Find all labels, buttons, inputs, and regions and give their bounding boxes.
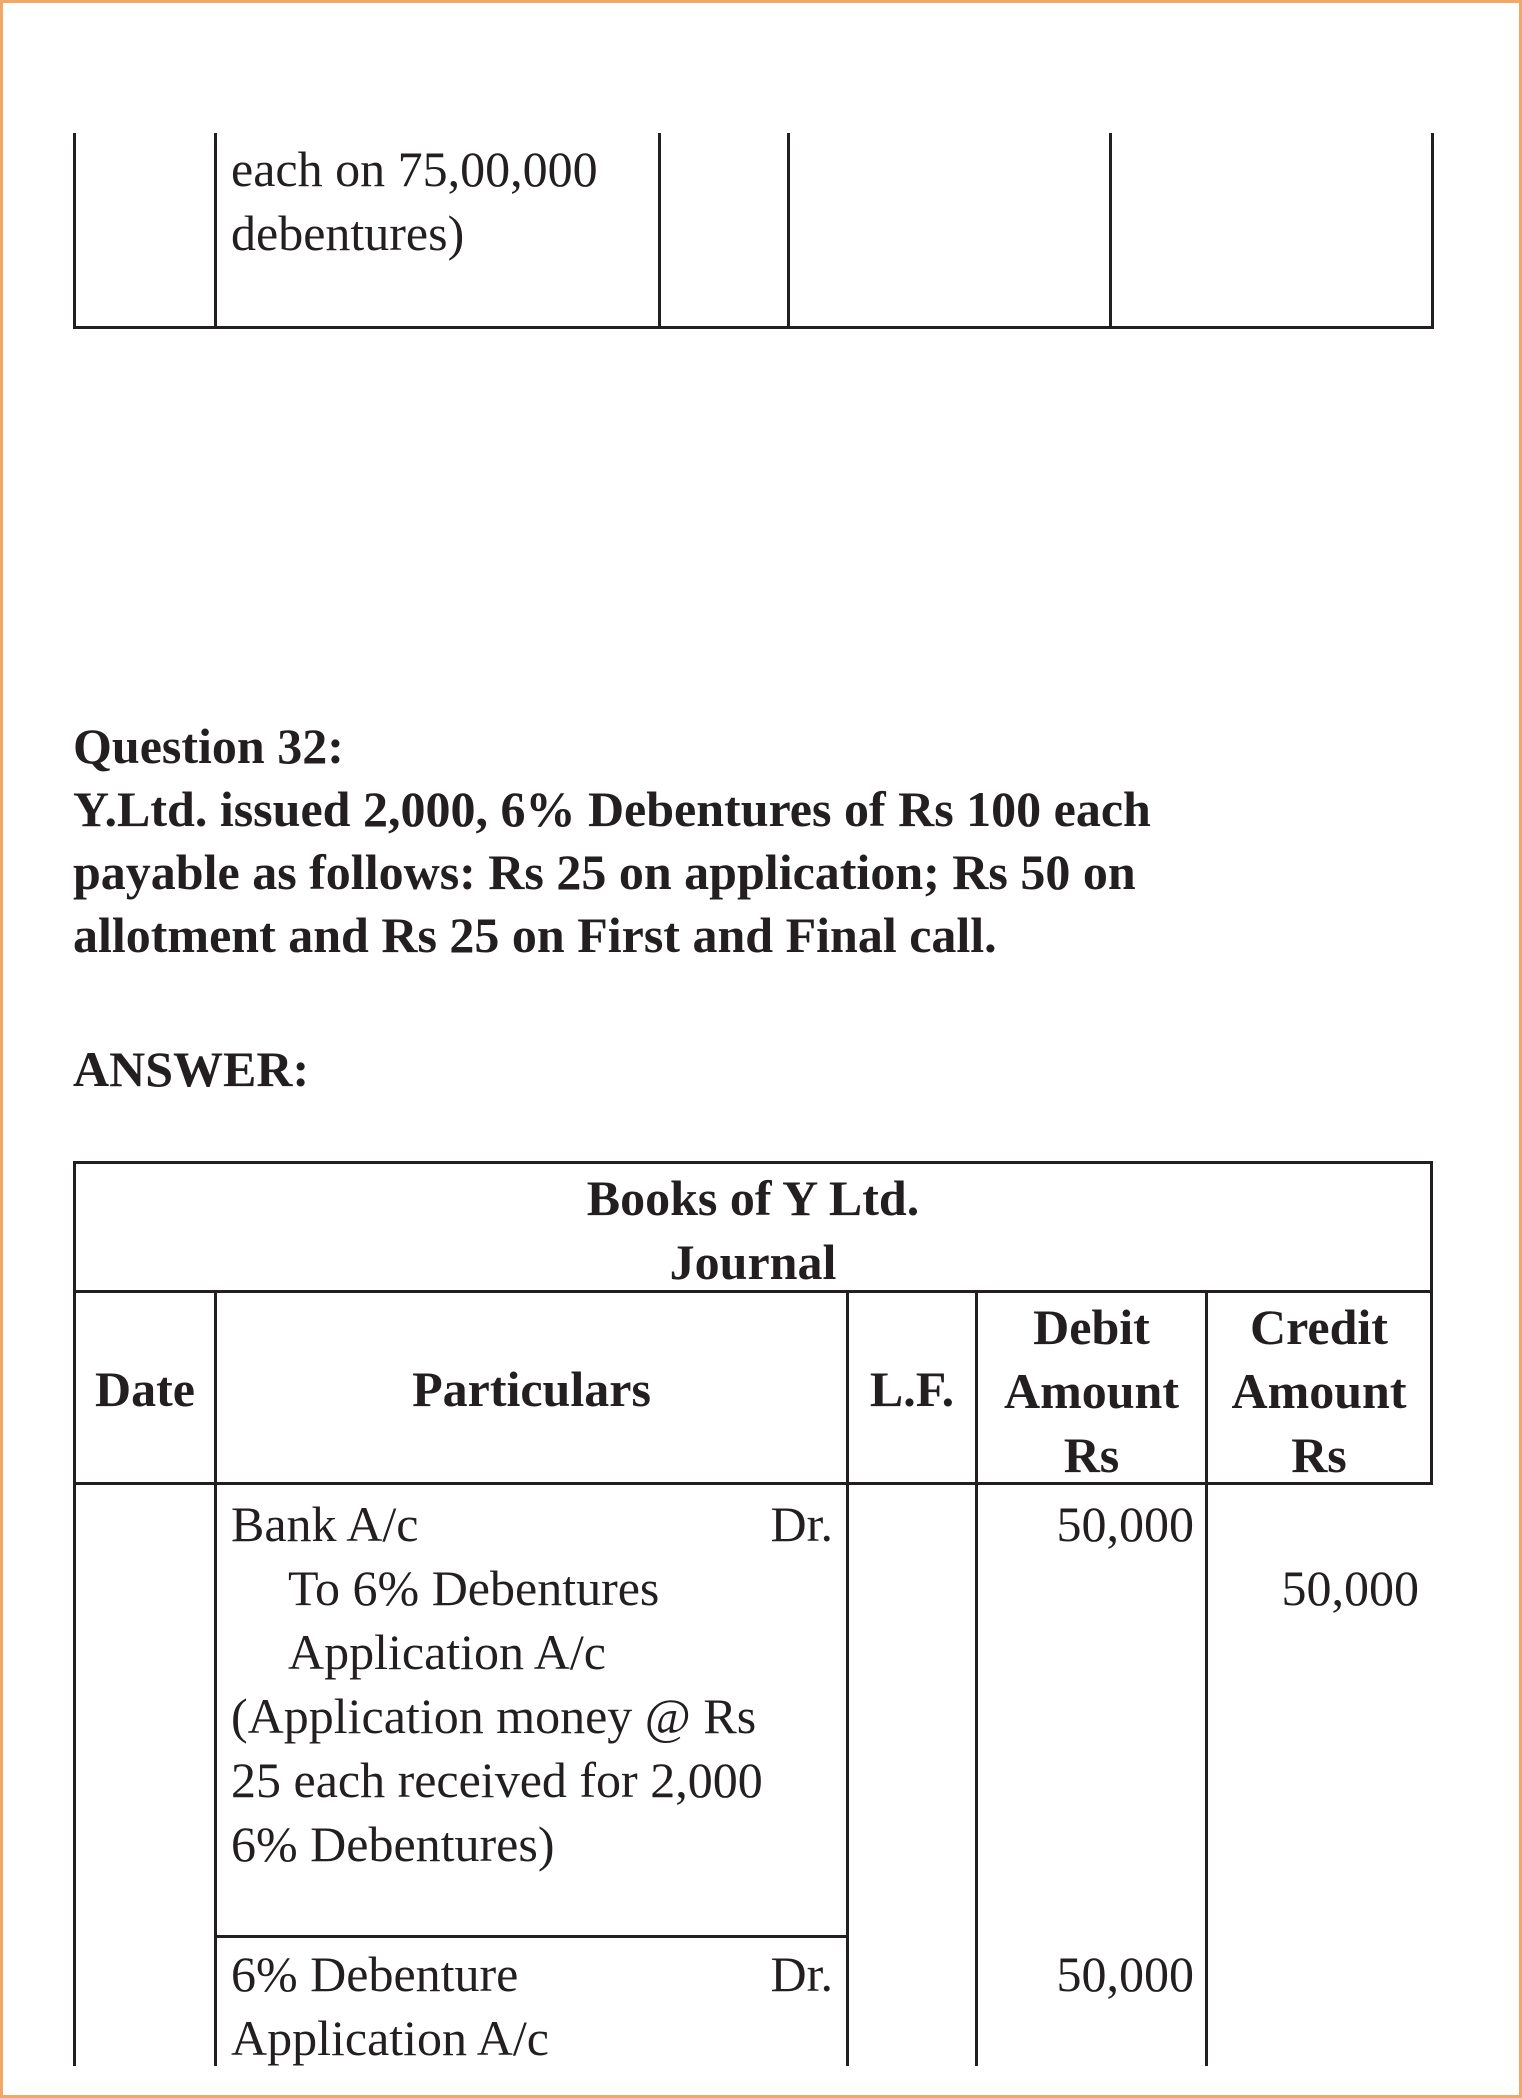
credit-account-line: Application A/c (288, 1624, 606, 1680)
header-lf: L.F. (869, 1361, 955, 1417)
credit-account-line: To 6% Debentures (288, 1560, 660, 1616)
header-date: Date (95, 1361, 195, 1417)
prev-table-border (1431, 133, 1434, 329)
narration-line: (Application money @ Rs (231, 1688, 757, 1744)
answer-label: ANSWER: (73, 1041, 310, 1097)
debit-account-line: Application A/c (231, 2010, 549, 2066)
header-debit: Amount (1003, 1363, 1180, 1419)
prev-table-border (1109, 133, 1112, 329)
journal-top-border (73, 1161, 1433, 1164)
prev-particulars-line2: debentures) (231, 205, 465, 261)
prev-table-bottom-border (73, 326, 1434, 329)
question-text-line: payable as follows: Rs 25 on application; Rs 50 on (73, 844, 1136, 900)
journal-heading-journal: Journal (669, 1234, 837, 1290)
prev-table-border (214, 133, 217, 329)
debit-amount: 50,000 (1056, 1946, 1194, 2002)
header-credit: Amount (1231, 1363, 1407, 1419)
journal-left-border (73, 1161, 76, 2066)
entry-separator (214, 1935, 849, 1938)
debit-amount: 50,000 (1056, 1496, 1194, 1552)
question-text-line: Y.Ltd. issued 2,000, 6% Debentures of Rs 100 each (73, 781, 1151, 837)
debit-account: Bank A/c (231, 1496, 419, 1552)
credit-amount: 50,000 (1281, 1560, 1419, 1616)
prev-table-border (658, 133, 661, 329)
journal-heading-books: Books of Y Ltd. (586, 1170, 920, 1226)
header-particulars: Particulars (412, 1361, 651, 1417)
question-title: Question 32: (73, 718, 344, 774)
narration-line: 6% Debentures) (231, 1816, 555, 1872)
prev-table-border (73, 133, 76, 329)
question-text-line: allotment and Rs 25 on First and Final call. (73, 907, 997, 963)
header-credit: Credit (1250, 1299, 1388, 1355)
header-debit: Debit (1033, 1299, 1150, 1355)
prev-table-border (787, 133, 790, 329)
debit-account-line: 6% Debenture (231, 1946, 519, 2002)
header-debit: Rs (1063, 1427, 1120, 1483)
dr-marker: Dr. (770, 1496, 833, 1552)
header-credit: Rs (1291, 1427, 1347, 1483)
narration-line: 25 each received for 2,000 (231, 1752, 763, 1808)
dr-marker: Dr. (770, 1946, 833, 2002)
prev-particulars-line1: each on 75,00,000 (231, 141, 598, 197)
